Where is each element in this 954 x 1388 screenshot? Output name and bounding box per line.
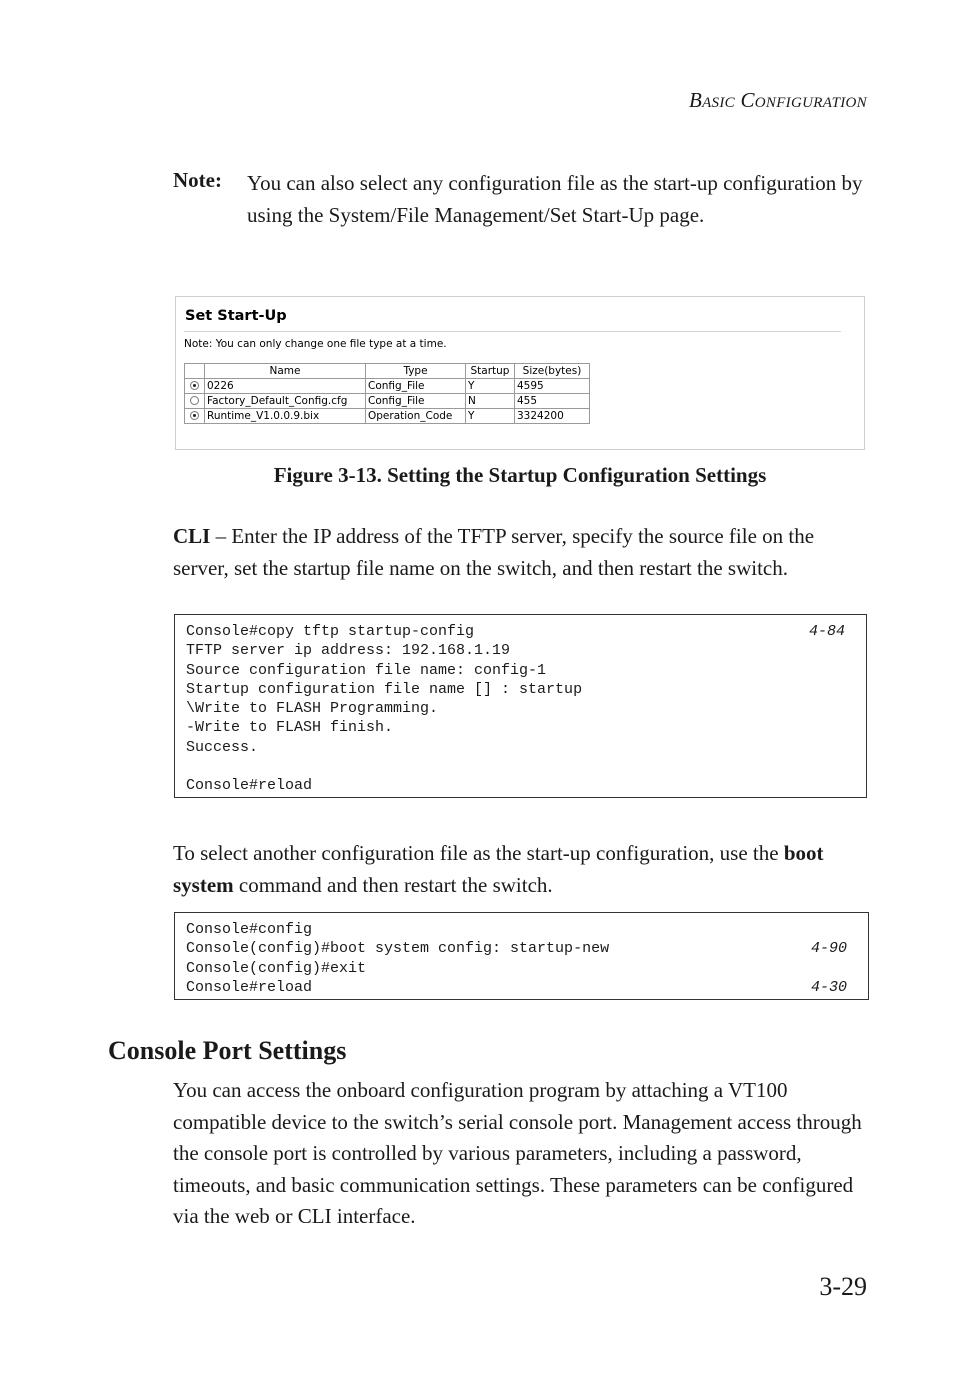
boot-system-command: boot system — [173, 841, 824, 897]
cli-text: – Enter the IP address of the TFTP server, specify the source file on the server, set the startup file name on the switch, and then restart the switch. — [173, 524, 815, 580]
code-text: TFTP server ip address: 192.168.1.19 — [186, 642, 511, 660]
cli-lead: CLI — [173, 524, 211, 548]
code-text: Success. — [186, 738, 259, 756]
note-label: Note: — [173, 168, 222, 192]
cli-paragraph — [173, 521, 873, 584]
code-line — [175, 939, 868, 958]
code-text: Console#copy tftp startup-config — [186, 623, 475, 640]
radio-button[interactable] — [190, 396, 199, 405]
code-line — [175, 738, 866, 757]
section-body: You can access the onboard configuration program by attaching a VT100 compatible device to the switch’s serial console port. Management access through the console port is controlled by various parameters, including a password, timeouts, and basic communication settings. These parameters can be configured via the web or CLI interface. — [173, 1078, 862, 1228]
code-line — [175, 776, 866, 795]
cell-startup: Y — [466, 379, 515, 394]
code-text: Console#reload — [186, 777, 313, 795]
radio-button[interactable] — [190, 381, 199, 390]
code-text: -Write to FLASH finish. — [186, 719, 394, 737]
boot-para-after: command and then restart the switch. — [233, 872, 553, 897]
boot-system-paragraph — [173, 838, 873, 901]
code-text: Console#config — [186, 921, 313, 938]
code-line — [175, 920, 868, 939]
cell-size: 4595 — [515, 379, 590, 394]
col-header-startup: Startup — [466, 364, 515, 379]
col-header-select — [185, 364, 205, 379]
cell-name: Runtime_V1.0.0.9.bix — [205, 409, 366, 424]
cell-select — [185, 394, 205, 409]
code-line — [175, 641, 866, 660]
cell-type: Config_File — [366, 394, 466, 409]
running-head: Basic Configuration — [688, 88, 867, 112]
table-row — [185, 394, 590, 409]
cell-startup: Y — [466, 409, 515, 424]
table-row — [185, 379, 590, 394]
cell-type: Operation_Code — [366, 409, 466, 424]
command-reference: 4-84 — [808, 623, 845, 640]
panel-note: Note: You can only change one file type at a time. — [184, 338, 447, 350]
code-text: Console(config)#exit — [186, 959, 367, 977]
code-text: Startup configuration file name [] : startup — [186, 680, 583, 698]
cell-size: 455 — [515, 394, 590, 409]
command-reference: 4-30 — [810, 978, 847, 996]
panel-title: Set Start-Up — [185, 308, 287, 324]
cell-name: Factory_Default_Config.cfg — [205, 394, 366, 409]
code-block-copy-tftp — [174, 614, 867, 798]
col-header-type: Type — [366, 364, 466, 379]
table-row — [185, 409, 590, 424]
radio-button[interactable] — [190, 411, 199, 420]
section-title: Console Port Settings — [108, 1036, 347, 1065]
boot-para-before: To select another configuration file as the start-up configuration, use the — [173, 841, 784, 865]
code-line — [175, 757, 866, 776]
code-line — [175, 718, 866, 737]
code-line — [175, 622, 866, 641]
cell-select — [185, 409, 205, 424]
command-reference: 4-90 — [810, 940, 847, 958]
note-text: You can also select any configuration file as the start-up configuration by using the System/File Management/Set Start-Up page. — [247, 171, 863, 227]
page-number: 3-29 — [819, 1272, 867, 1301]
code-text: \Write to FLASH Programming. — [186, 700, 439, 718]
code-line — [175, 699, 866, 718]
col-header-size: Size(bytes) — [515, 364, 590, 379]
cell-select — [185, 379, 205, 394]
code-block-boot-system — [174, 912, 869, 1000]
code-text: Source configuration file name: config-1 — [186, 661, 547, 679]
code-line — [175, 680, 866, 699]
code-line — [175, 978, 868, 997]
panel-divider — [184, 331, 841, 332]
set-startup-screenshot — [175, 296, 865, 450]
file-table — [184, 363, 590, 424]
figure-caption: Figure 3-13. Setting the Startup Configuration Settings — [273, 463, 767, 487]
code-line — [175, 959, 868, 978]
code-line — [175, 661, 866, 680]
code-text: Console(config)#boot system config: startup-new — [186, 940, 610, 958]
cell-name: 0226 — [205, 379, 366, 394]
table-header-row — [185, 364, 590, 379]
cell-startup: N — [466, 394, 515, 409]
code-text: Console#reload — [186, 978, 313, 996]
col-header-name: Name — [205, 364, 366, 379]
cell-type: Config_File — [366, 379, 466, 394]
cell-size: 3324200 — [515, 409, 590, 424]
